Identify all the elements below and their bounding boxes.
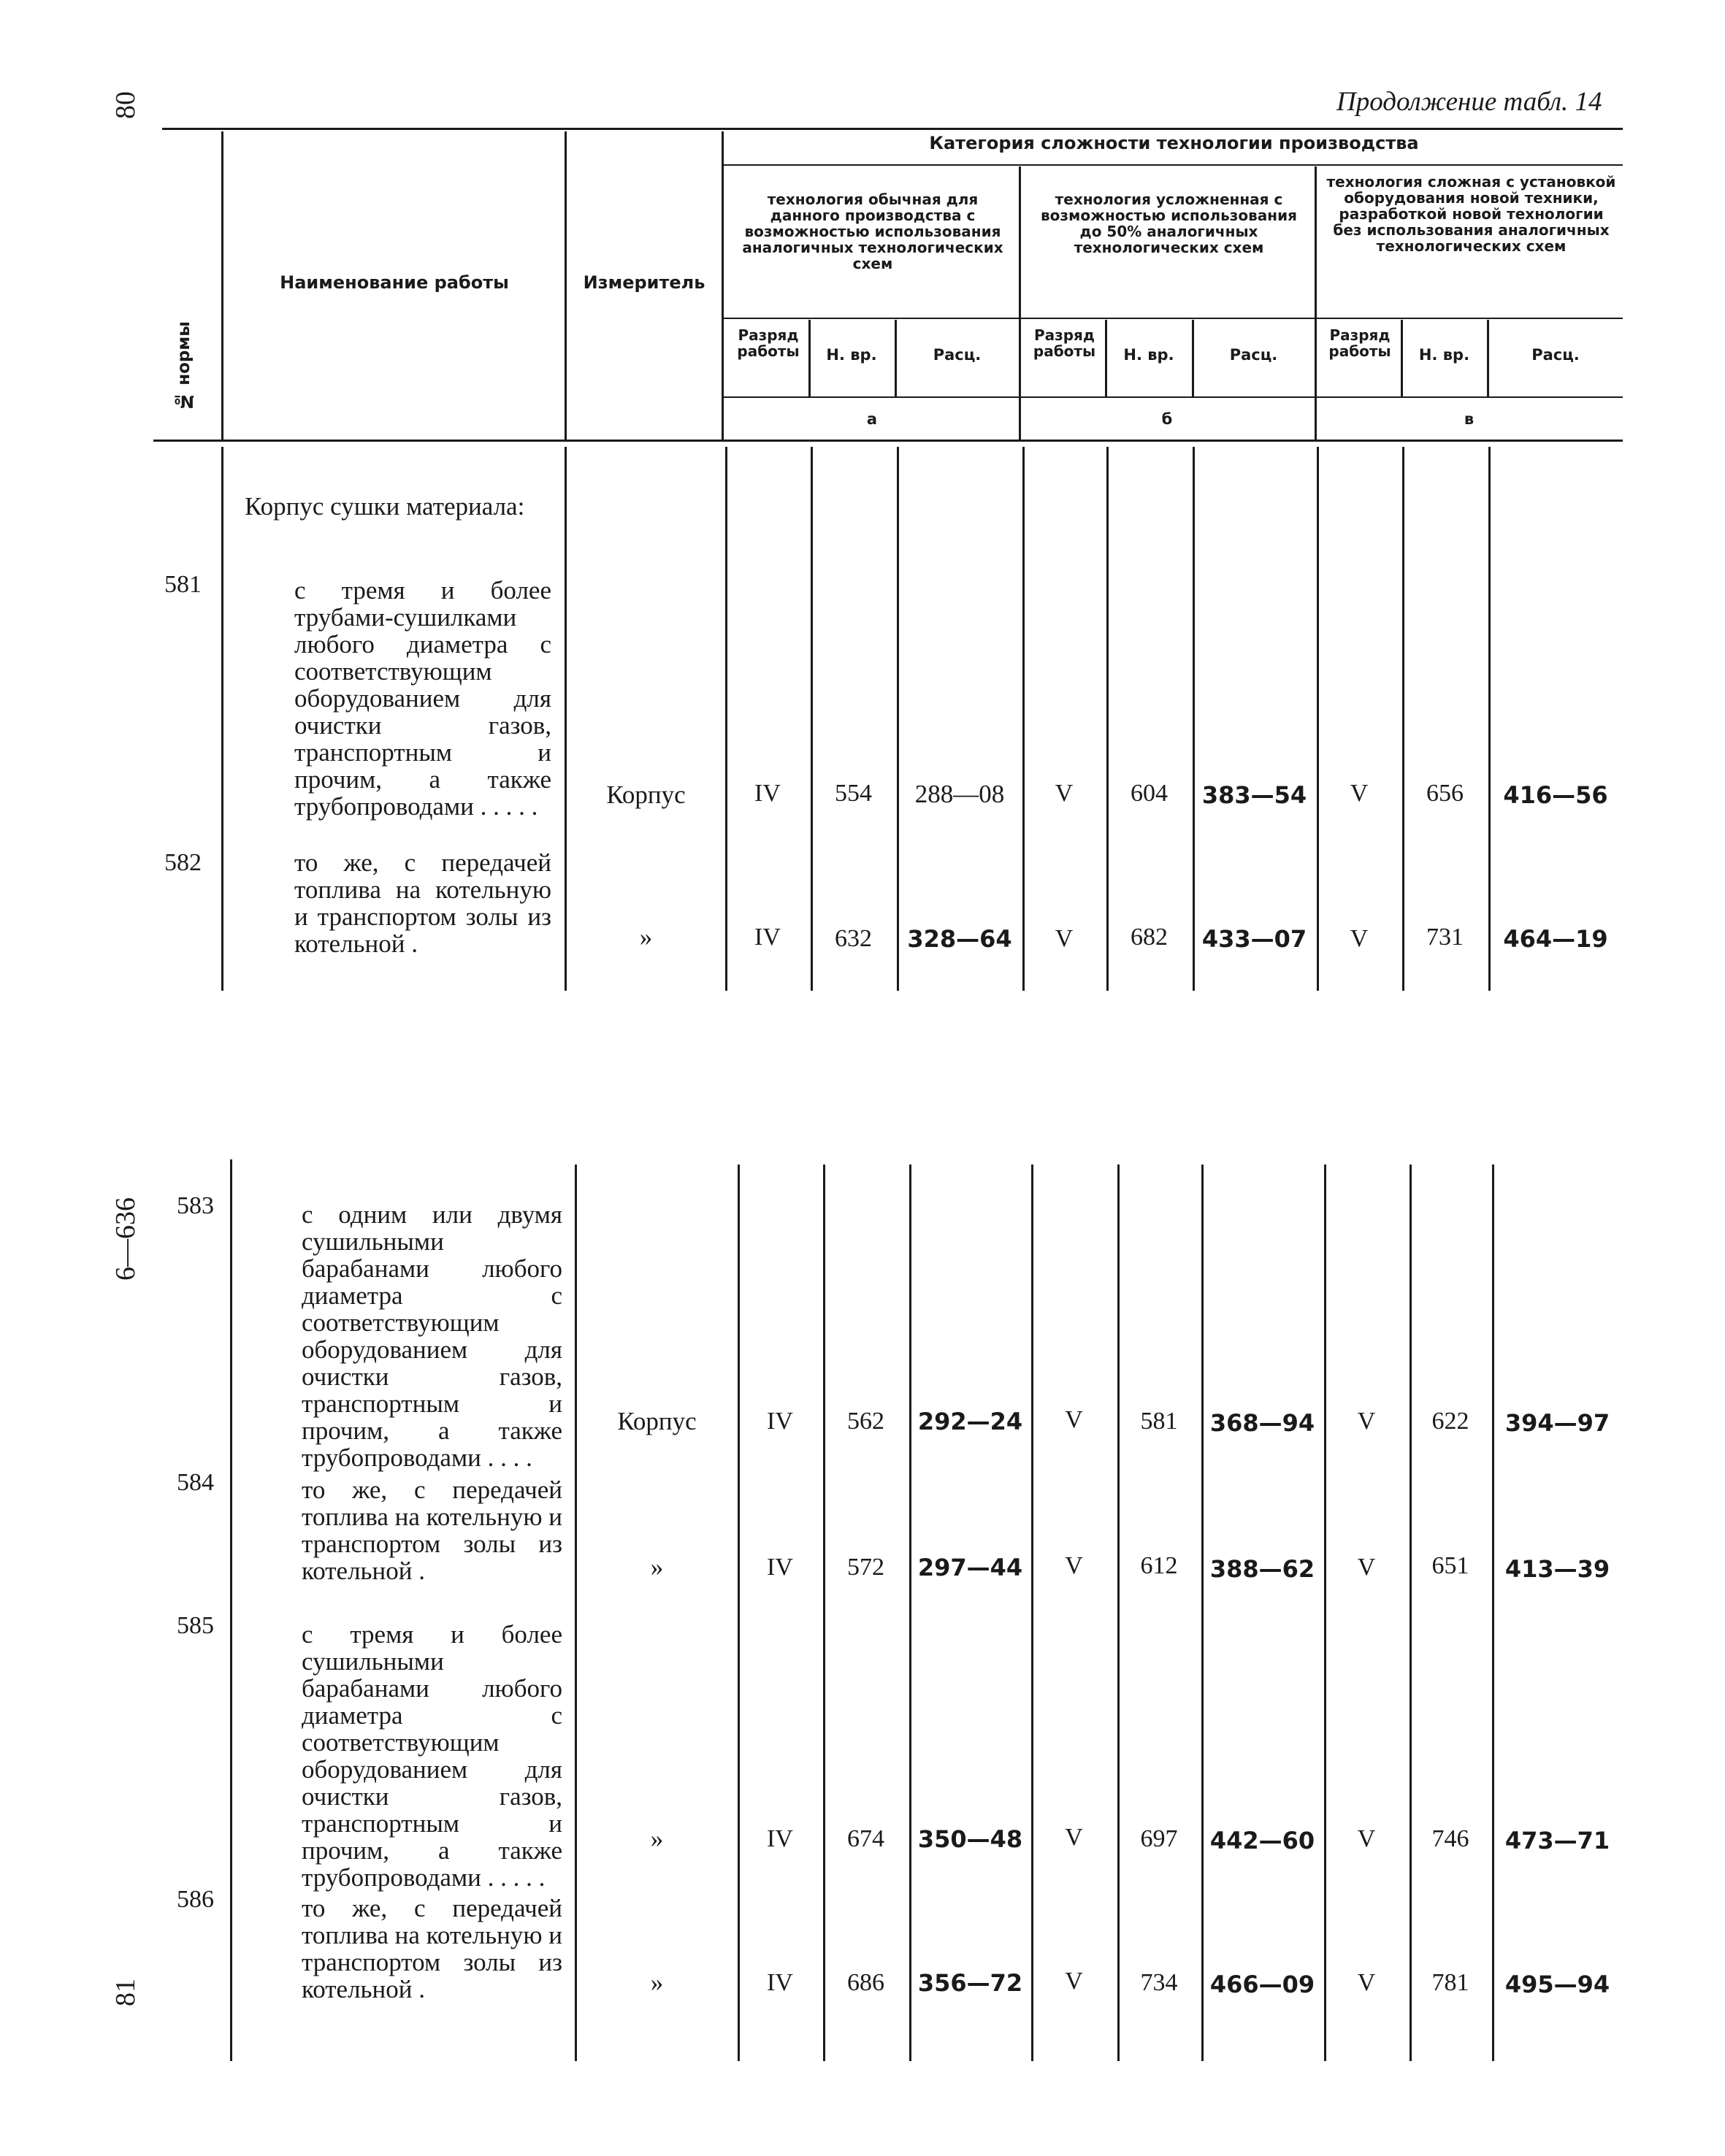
row-number: 582 [164,849,202,876]
rank-c: V [1357,1825,1376,1852]
group-label: Корпус сушки материала: [245,492,525,521]
body-vline [1317,447,1319,991]
group-title: Категория сложности технологии производства [929,133,1419,153]
hdr-vline [722,131,724,440]
time-a: 572 [847,1554,884,1581]
body-vline [575,1165,577,2061]
rate-b: 442—60 [1209,1827,1315,1854]
hdr-vline [1019,166,1021,440]
body-vline [1106,447,1109,991]
letter-a: а [866,410,878,428]
rank-b: V [1055,925,1074,952]
rate-a: 356—72 [917,1969,1023,1997]
rank-b: V [1055,780,1074,807]
work-name: с одним или двумя сушильными барабанами любого диаметра с соответствующим оборудованием для очистки газов, транспортным и прочим, а также трубопроводами . . . . [302,1200,562,1472]
rank-a: IV [767,1825,793,1852]
unit: » [650,1553,664,1581]
rank-c: V [1357,1408,1376,1435]
rate-b: 466—09 [1209,1971,1315,1998]
rate-c: 464—19 [1503,925,1608,953]
rate-c: 495—94 [1504,1971,1610,1998]
time-a: 686 [847,1969,884,1996]
unit: Корпус [617,1407,697,1435]
time-b: 697 [1140,1825,1178,1852]
sub-rule-2 [723,396,1623,398]
rank-b: V [1065,1552,1083,1579]
body-vline [823,1165,825,2061]
sub-time-a: Н. вр. [826,346,877,364]
rank-a: IV [767,1969,793,1996]
rate-a: 328—64 [907,925,1012,953]
col-norm-header: № нормы [175,321,194,410]
rate-a: 297—44 [917,1554,1023,1581]
rank-b: V [1065,1968,1083,1995]
time-b: 682 [1131,924,1168,951]
rank-b: V [1065,1824,1083,1851]
unit: » [639,923,653,951]
time-b: 612 [1140,1552,1178,1579]
body-vline [1022,447,1025,991]
time-c: 746 [1431,1825,1469,1852]
body-vline [725,447,727,991]
time-a: 632 [835,925,872,952]
sub-rank-c: Разряд работы [1328,326,1391,360]
time-b: 604 [1131,780,1168,807]
body-vline [811,447,813,991]
body-vline [1492,1165,1494,2061]
hdr-vline [565,131,567,440]
hdr-vline [1315,166,1317,440]
rank-a: IV [767,1408,793,1435]
time-c: 651 [1431,1552,1469,1579]
body-vline [230,1159,232,2061]
time-c: 731 [1426,924,1464,951]
body-vline [1324,1165,1326,2061]
sub-rate-c: Расц. [1531,346,1580,364]
row-number: 585 [177,1612,214,1639]
row-number: 583 [177,1192,214,1219]
rate-c: 473—71 [1504,1827,1610,1854]
time-a: 562 [847,1408,884,1435]
work-name: то же, с передачей топлива на котельную и транспортом золы из котельной . [294,848,551,958]
rate-a: 292—24 [917,1408,1023,1435]
rank-a: IV [754,780,781,807]
page-number-top: 80 [110,91,141,119]
time-a: 674 [847,1825,884,1852]
rate-a: 350—48 [917,1825,1023,1853]
sub-rule-1 [723,318,1623,319]
time-c: 622 [1431,1408,1469,1435]
time-b: 734 [1140,1969,1178,1996]
signature-mark: 6—636 [110,1197,141,1281]
cat-a-title: технология обычная для данного производства с возможностью использования аналогичных технологических схем [742,191,1003,272]
body-vline [909,1165,911,2061]
rate-b: 433—07 [1201,925,1307,953]
body-vline [221,447,223,991]
sub-rate-a: Расц. [933,346,982,364]
letter-b: б [1161,410,1173,428]
time-c: 781 [1431,1969,1469,1996]
sub-time-b: Н. вр. [1123,346,1174,364]
rate-b: 388—62 [1209,1555,1315,1583]
work-name: с тремя и более трубами-сушилками любого диаметра с соответствующим оборудованием для очистки газов, транспортным и прочим, а также трубопроводами . . . . . [294,576,551,821]
rank-a: IV [767,1554,793,1581]
time-a: 554 [835,780,872,807]
body-vline [1488,447,1491,991]
rate-c: 413—39 [1504,1555,1610,1583]
rate-c: 394—97 [1504,1409,1610,1437]
col-unit-header: Измеритель [583,272,705,293]
body-vline [1402,447,1404,991]
sub-time-c: Н. вр. [1418,346,1470,364]
letter-c: в [1464,410,1475,428]
row-number: 581 [164,571,202,598]
body-vline [1201,1165,1204,2061]
group-rule [723,164,1623,166]
body-vline [1193,447,1195,991]
time-c: 656 [1426,780,1464,807]
work-name: то же, с передачей топлива на котельную и транспортом золы из котельной . [302,1476,563,1585]
sub-rank-b: Разряд работы [1033,326,1096,360]
rate-c: 416—56 [1503,781,1608,809]
unit: » [650,1825,664,1853]
body-vline [1117,1165,1120,2061]
col-name-header: Наименование работы [280,272,509,293]
page-number-bottom: 81 [110,1979,141,2006]
body-vline [565,447,567,991]
hdr-vline [1487,320,1489,396]
header-top-rule [162,128,1623,130]
rate-b: 368—94 [1209,1409,1315,1437]
body-vline [1031,1165,1033,2061]
rank-c: V [1350,780,1369,807]
continuation-title: Продолжение табл. 14 [1336,87,1602,117]
row-number: 584 [177,1469,214,1496]
work-name: то же, с передачей топлива на котельную и транспортом золы из котельной . [302,1894,563,2003]
unit: Корпус [606,780,686,809]
rate-b: 383—54 [1201,781,1307,809]
sub-rate-b: Расц. [1229,346,1278,364]
body-vline [738,1165,740,2061]
row-number: 586 [177,1886,214,1913]
hdr-vline [221,131,223,440]
body-vline [897,447,899,991]
body-vline [1410,1165,1412,2061]
cat-b-title: технология усложненная с возможностью использования до 50% аналогичных технологических схем [1041,191,1297,256]
header-bottom-rule [153,440,1623,442]
rank-a: IV [754,924,781,951]
time-b: 581 [1140,1408,1178,1435]
rate-a: 288—08 [914,780,1005,808]
rank-c: V [1350,925,1369,952]
unit: » [650,1968,664,1997]
rank-b: V [1065,1406,1083,1433]
rank-c: V [1357,1554,1376,1581]
cat-c-title: технология сложная с установкой оборудования новой техники, разработкой новой технологии без использования аналогичных технологических схем [1326,173,1616,255]
work-name: с тремя и более сушильными барабанами любого диаметра с соответствующим оборудованием для очистки газов, транспортным и прочим, а также трубопроводами . . . . . [302,1620,562,1892]
rank-c: V [1357,1969,1376,1996]
sub-rank-a: Разряд работы [737,326,800,360]
